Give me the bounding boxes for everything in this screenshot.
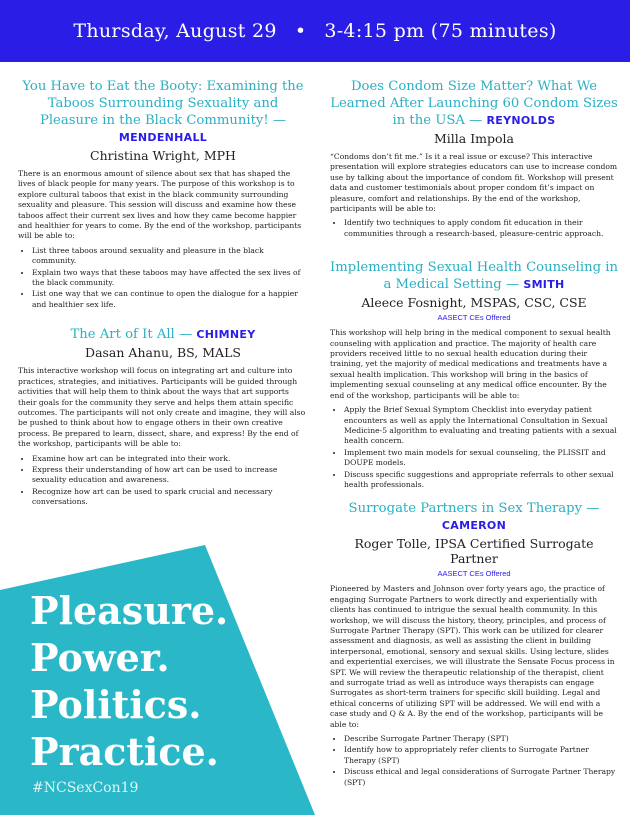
event-time: 3-4:15 pm (75 minutes) bbox=[324, 20, 557, 42]
tagline-pleasure: Pleasure. bbox=[30, 588, 229, 633]
objectives-list bbox=[330, 405, 618, 490]
objective-item: • List three taboos around sexuality and pleasure in the black community. bbox=[32, 246, 308, 267]
objective-item: • Express their understanding of how art can be used to increase sexuality education and awareness. bbox=[32, 465, 308, 486]
ce-badge: AASECT CEs Offered bbox=[437, 569, 511, 579]
objective-item: • Identify two techniques to apply condom fit education in their communities through a research-based, pleasure-centric approach. bbox=[344, 218, 618, 239]
objective-item: • Implement two main models for sexual counseling, the PLISSIT and DOUPE models. bbox=[344, 448, 618, 469]
objective-item: • Describe Surrogate Partner Therapy (SPT) bbox=[344, 734, 618, 744]
teal-shape bbox=[0, 545, 315, 815]
session-cameron bbox=[330, 500, 618, 788]
room-code: CHIMNEY bbox=[196, 328, 256, 342]
session-title: Surrogate Partners in Sex Therapy — CAMERON bbox=[348, 501, 600, 533]
separator-dot: • bbox=[294, 20, 307, 42]
presenter-name: Christina Wright, MPH bbox=[90, 148, 236, 163]
objective-item: • Explain two ways that these taboos may have affected the sex lives of the black community. bbox=[32, 268, 308, 289]
ce-badge: AASECT CEs Offered bbox=[437, 313, 511, 323]
room-code: MENDENHALL bbox=[118, 131, 208, 144]
session-description: Pioneered by Masters and Johnson over forty years ago, the practice of engaging Surrogate Partners to work directly and experientially with clients has continued to intrigue the sexual health community. In this workshop, we will discuss the history, theory, principles, and process of Surrogate Partner Therapy (SPT). This work can be utilized for clearer assessment and diagnosis, as well as assisting the client in building interpersonal, emotional, sensory and sexual skills. Using lecture, slides and experiential exercises, we will illustrate the Sensate Focus process in SPT. We will review the therapeutic relationship of the therapist, client and surrogate triad as well as introduce ways therapists can engage Surrogates as short-term trainers for specific skill building. Legal and ethical concerns of utilizing SPT will be addressed. We will end with a case study and Q & A. By the end of the workshop, participants will be able to: bbox=[330, 584, 615, 729]
tagline-power: Power. bbox=[30, 635, 170, 680]
objective-item: • Discuss specific suggestions and appropriate referrals to other sexual health professionals. bbox=[344, 470, 618, 491]
session-smith bbox=[330, 259, 618, 490]
presenter-name: Milla Impola bbox=[434, 131, 514, 146]
header-banner bbox=[0, 0, 630, 62]
session-description: “Condoms don’t fit me.” Is it a real issue or excuse? This interactive presentation will explore strategies educators can use to increase condom use by talking about the importance of condom fit. Workshop will present data and customer testimonials about proper condom fit’s impact on pleasure, comfort and relationships. By the end of the workshop, participants will be able to: bbox=[330, 152, 618, 214]
presenter-name: Aleece Fosnight, MSPAS, CSC, CSE bbox=[361, 295, 587, 311]
promo-graphic bbox=[0, 545, 315, 815]
presenter-name: Dasan Ahanu, BS, MALS bbox=[85, 345, 241, 361]
objective-item: • Recognize how art can be used to spark crucial and necessary conversations. bbox=[32, 487, 308, 508]
session-mendenhall bbox=[18, 78, 308, 310]
session-description: There is an enormous amount of silence about sex that has shaped the lives of black people for many years. The purpose of this workshop is to explore cultural taboos that exist in the black community surrounding sexuality and pleasure. This session will discuss and examine how these taboos affect their current sex lives and how they came become happier and healthier for years to come. By the end of the workshop, participants will be able to: bbox=[18, 169, 302, 241]
room-code: SMITH bbox=[523, 278, 565, 292]
objectives-list bbox=[18, 246, 308, 310]
session-title: Does Condom Size Matter? What We Learned After Launching 60 Condom Sizes in the USA — REYNOLDS bbox=[330, 79, 618, 128]
session-chimney bbox=[18, 326, 308, 507]
objectives-list bbox=[18, 454, 308, 508]
event-date: Thursday, August 29 bbox=[73, 20, 277, 42]
presenter-name: Roger Tolle, IPSA Certified Surrogate Partner bbox=[354, 536, 594, 567]
room-code: REYNOLDS bbox=[486, 114, 556, 127]
session-title: Implementing Sexual Health Counseling in a Medical Setting — SMITH bbox=[330, 260, 618, 293]
objectives-list bbox=[330, 218, 618, 239]
tagline-practice: Practice. bbox=[30, 729, 219, 774]
session-reynolds bbox=[330, 78, 618, 239]
objectives-list bbox=[330, 734, 618, 788]
left-column bbox=[18, 78, 308, 518]
objective-item: • Examine how art can be integrated into their work. bbox=[32, 454, 308, 464]
objective-item: • Apply the Brief Sexual Symptom Checklist into everyday patient encounters as well as apply the International Consultation in Sexual Medicine-5 algorithm to evaluating and treating patients with a sexual health concern. bbox=[344, 405, 618, 447]
session-description: This interactive workshop will focus on integrating art and culture into practices, strategies, and initiatives. Participants will be guided through activities that will help them to think about the ways that art supports their goals for the community they serve and helps them attain specific outcomes. The participants will not only create and imagine, they will also be pushed to think about how to engage others in their own creative process. Be prepared to learn, dissect, share, and express! By the end of the workshop, participants will be able to: bbox=[18, 366, 306, 449]
session-title: You Have to Eat the Booty: Examining the Taboos Surrounding Sexuality and Pleasure in the Black Community! — MENDENHALL bbox=[22, 79, 304, 144]
tagline-politics: Politics. bbox=[30, 682, 202, 727]
objective-item: • Identify how to appropriately refer clients to Surrogate Partner Therapy (SPT) bbox=[344, 745, 618, 766]
objective-item: • List one way that we can continue to open the dialogue for a happier and healthier sex life. bbox=[32, 289, 308, 310]
session-description: This workshop will help bring in the medical component to sexual health counseling with application and practice. The majority of health care providers received little to no sexual health education during their training, yet the majority of medical medications and treatments have a sexual health implication. This workshop will bring in the basics of implementing sexual counseling at any medical office encounter. By the end of the workshop, participants will be able to: bbox=[330, 328, 611, 400]
right-column bbox=[330, 78, 618, 798]
room-code: CAMERON bbox=[441, 519, 507, 533]
session-title: The Art of It All — CHIMNEY bbox=[70, 327, 256, 343]
hashtag: #NCSexCon19 bbox=[32, 780, 139, 796]
objective-item: • Discuss ethical and legal considerations of Surrogate Partner Therapy (SPT) bbox=[344, 767, 618, 788]
